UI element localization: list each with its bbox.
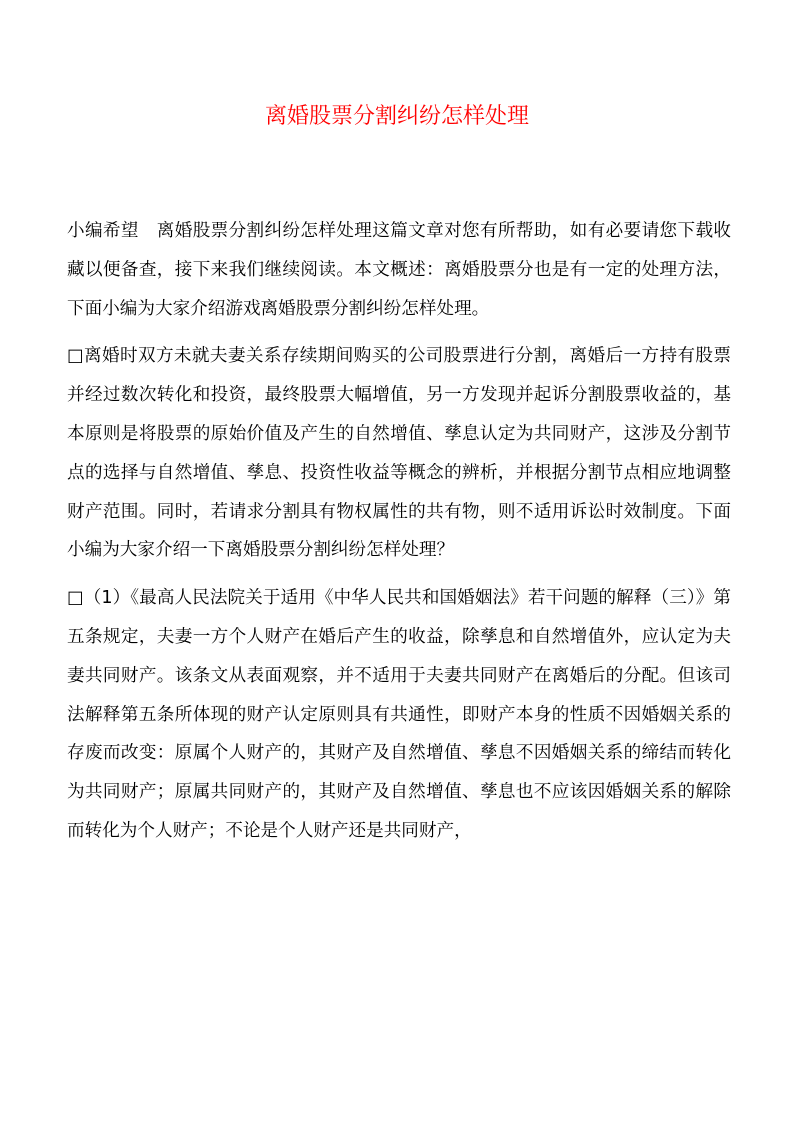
document-body (67, 212, 731, 860)
paragraph-intro: 小编希望 离婚股票分割纠纷怎样处理这篇文章对您有所帮助，如有必要请您下载收藏以便备查，接下来我们继续阅读。本文概述：离婚股票分也是有一定的处理方法，下面小编为大家介绍游戏离婚股票分割纠纷怎样处理。 (67, 221, 731, 319)
paragraph-overview: □离婚时双方未就夫妻关系存续期间购买的公司股票进行分割，离婚后一方持有股票并经过数次转化和投资，最终股票大幅增值，另一方发现并起诉分割股票收益的，基本原则是将股票的原始价值及产生的自然增值、孳息认定为共同财产，这涉及分割节点的选择与自然增值、孳息、投资性收益等概念的辨析，并根据分割节点相应地调整财产范围。同时，若请求分割具有物权属性的共有物，则不适用诉讼时效制度。下面小编为大家介绍一下离婚股票分割纠纷怎样处理？ (67, 346, 731, 561)
paragraph-legal-basis: □（1）《最高人民法院关于适用《中华人民共和国婚姻法》若干问题的解释（三）》第五条规定，夫妻一方个人财产在婚后产生的收益，除孳息和自然增值外，应认定为夫妻共同财产。该条文从表面观察，并不适用于夫妻共同财产在离婚后的分配。但该司法解释第五条所体现的财产认定原则具有共通性，即财产本身的性质不因婚姻关系的存废而改变：原属个人财产的，其财产及自然增值、孳息不因婚姻关系的缔结而转化为共同财产；原属共同财产的，其财产及自然增值、孳息也不应该因婚姻关系的解除而转化为个人财产；不论是个人财产还是共同财产， (67, 588, 731, 841)
document-title: 离婚股票分割纠纷怎样处理 (264, 104, 529, 129)
